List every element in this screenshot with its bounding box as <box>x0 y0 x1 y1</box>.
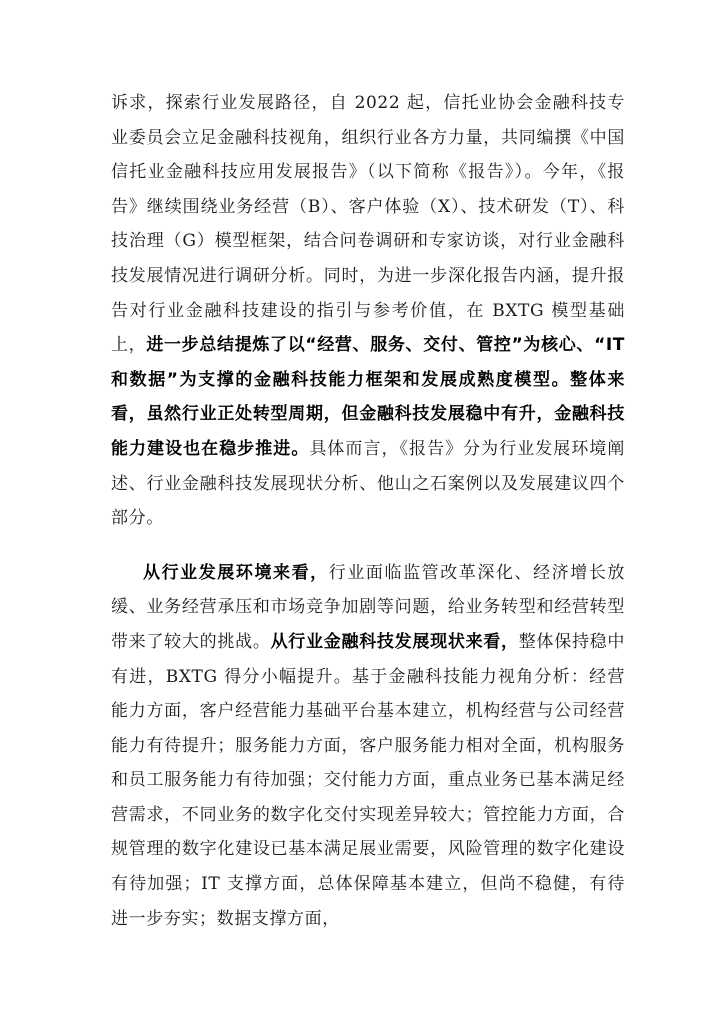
paragraph-1-segment-3: 具体而言，《报告》分为行业发展环境阐述、行业金融科技发展现状分析、他山之石案例以及发展建议四个部分。 <box>111 438 625 529</box>
paragraph-2-segment-2: 行业面临监管改革深化、经济增长放缓、业务经营承压和市场竞争加剧等问题，给业务转型和经营转型带来了较大的挑战。 <box>111 562 625 652</box>
paragraph-1-segment-1: 诉求，探索行业发展路径，自 2022 起，信托业协会金融科技专业委员会立足金融科技视角，组织行业各方力量，共同编撰《中国信托业金融科技应用发展报告》（以下简称《报告》）。今年，《报告》继续围绕业务经营（B）、客户体验（X）、技术研发（T）、科技治理（G）模型框架，结合问卷调研和专家访谈，对行业金融科技发展情况进行调研分析。同时，为进一步深化报告内涵，提升报告对行业金融科技建设的指引与参考价值，在 BXTG 模型基础上， <box>111 93 625 356</box>
document-page <box>111 86 625 936</box>
paragraph-2-segment-4: 整体保持稳中有进，BXTG 得分小幅提升。基于金融科技能力视角分析：经营能力方面，客户经营能力基础平台基本建立，机构经营与公司经营能力有待提升；服务能力方面，客户服务能力相对全面，机构服务和员工服务能力有待加强；交付能力方面，重点业务已基本满足经营需求，不同业务的数字化交付实现差异较大；管控能力方面，合规管理的数字化建设已基本满足展业需要，风险管理的数字化建设有待加强；IT 支撑方面，总体保障基本建立，但尚不稳健，有待进一步夯实；数据支撑方面， <box>111 631 626 929</box>
paragraph-2-bold-segment-1: 从行业发展环境来看， <box>143 562 329 583</box>
paragraph-1 <box>111 86 625 536</box>
paragraph-2-bold-segment-3: 从行业金融科技发展现状来看， <box>270 631 519 652</box>
paragraph-1-bold-segment-2: 进一步总结提炼了以“经营、服务、交付、管控”为核心、“IT和数据”为支撑的金融科技能力框架和发展成熟度模型。整体来看，虽然行业正处转型周期，但金融科技发展稳中有升，金融科技能力建设也在稳步推进。 <box>111 335 625 459</box>
paragraph-2 <box>111 556 625 937</box>
